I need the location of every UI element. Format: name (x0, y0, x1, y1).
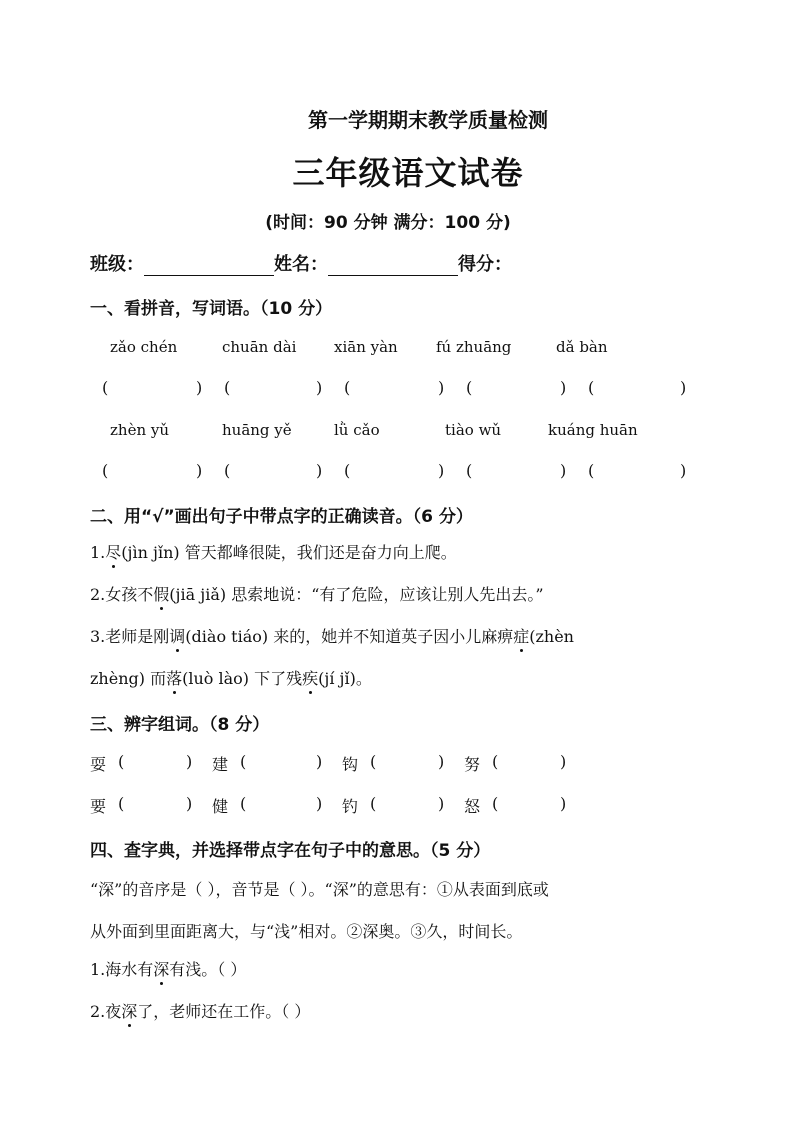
dotted-char: 深 (153, 957, 169, 980)
section2-q3-line1: 3.老师是刚调(diào tiáo) 来的，她并不知道英子因小儿麻痹症(zhèn (90, 624, 574, 647)
pinyin-1-5: dǎ bàn (556, 338, 608, 356)
pinyin-2-2: huāng yě (222, 421, 292, 439)
section3-title: 三、辨字组词。（8 分） (90, 715, 270, 735)
exam-subtitle: 第一学期期末教学质量检测 (308, 108, 548, 132)
pinyin-2-4: tiào wǔ (445, 421, 502, 439)
section2-q2: 2.女孩不假(jiā jiǎ) 思索地说：“有了危险，应该让别人先出去。” (90, 582, 544, 605)
class-field[interactable] (144, 257, 274, 276)
pinyin-1-4: fú zhuāng (436, 338, 512, 356)
dotted-char: 假 (153, 582, 169, 605)
pinyin-1-1: zǎo chén (110, 338, 178, 356)
score-label: 得分： (458, 254, 512, 275)
dotted-char: 调 (169, 624, 185, 647)
class-label: 班级： (90, 254, 144, 275)
time-info: (时间：90 分钟 满分：100 分) (265, 213, 511, 233)
section2-title: 二、用“√”画出句子中带点字的正确读音。（6 分） (90, 507, 473, 527)
dotted-char: 深 (121, 999, 137, 1022)
dotted-char: 落 (166, 666, 182, 689)
section2-q3-line2: zhèng) 而落(luò lào) 下了残疾(jí jǐ)。 (90, 666, 372, 689)
pinyin-2-5: kuáng huān (548, 421, 638, 439)
dotted-char: 尽 (105, 540, 121, 563)
pinyin-1-2: chuān dài (222, 338, 297, 356)
name-field[interactable] (328, 257, 458, 276)
student-info-row (90, 250, 512, 276)
section4-q1: 1.海水有深有浅。（ ） (90, 957, 246, 980)
pinyin-2-1: zhèn yǔ (110, 421, 170, 439)
section4-title: 四、查字典，并选择带点字在句子中的意思。（5 分） (90, 841, 491, 861)
pinyin-2-3: lǜ cǎo (334, 421, 380, 439)
name-label: 姓名： (274, 254, 328, 275)
section4-paragraph-line1: “深”的音序是（ ），音节是（ ）。“深”的意思有：①从表面到底或 (90, 880, 549, 899)
section4-paragraph-line2: 从外面到里面距离大，与“浅”相对。②深奥。③久，时间长。 (90, 922, 523, 941)
dotted-char: 症 (513, 624, 529, 647)
section4-q2: 2.夜深了，老师还在工作。（ ） (90, 999, 310, 1022)
pinyin-1-3: xiān yàn (334, 338, 398, 356)
dotted-char: 疾 (302, 666, 318, 689)
exam-title: 三年级语文试卷 (292, 154, 524, 192)
section2-q1: 1.尽(jìn jǐn) 管天都峰很陡，我们还是奋力向上爬。 (90, 540, 457, 563)
section1-title: 一、看拼音，写词语。（10 分） (90, 299, 333, 319)
